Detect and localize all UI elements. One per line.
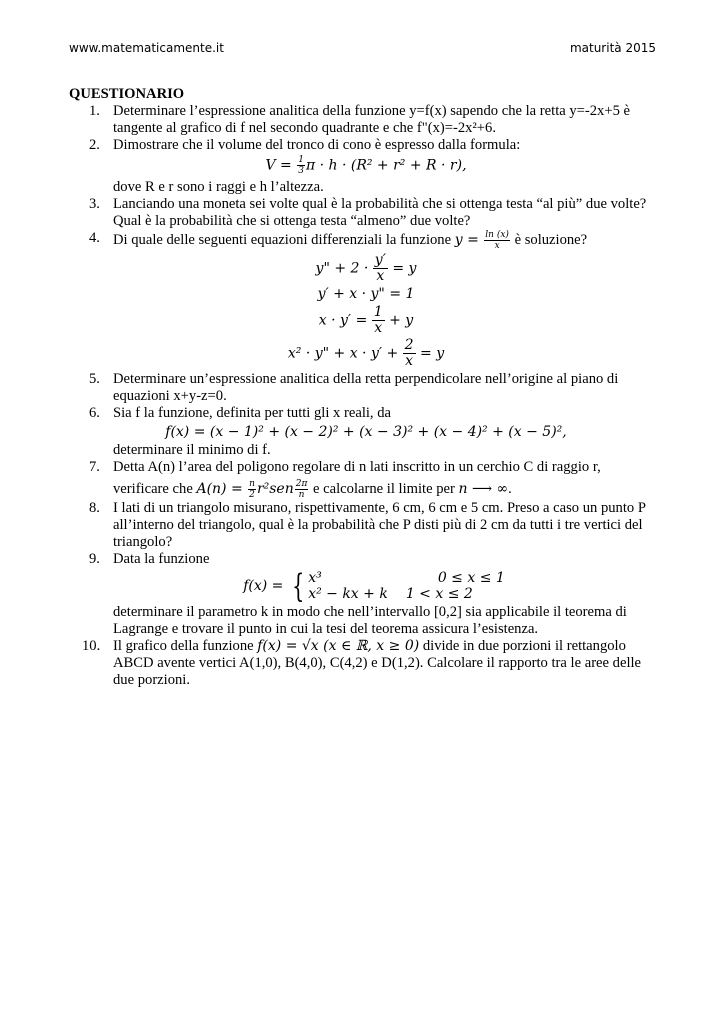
question-number: 7. xyxy=(89,459,100,475)
question-text: Determinare un’espressione analitica della retta perpendicolare nell’origine al piano di equazioni x+y-z=0. xyxy=(113,371,619,404)
questionnaire xyxy=(69,86,659,689)
question-7 xyxy=(69,459,659,500)
question-2 xyxy=(69,137,659,196)
question-number: 9. xyxy=(89,551,100,567)
question-text: Determinare l’espressione analitica della funzione y=f(x) sapendo che la retta y=-2x+5 è tangente al grafico di f nel secondo quadrante e che f"(x)=-2x²+6. xyxy=(113,103,631,136)
sqrt-function: f(x) = √x (x ∈ ℝ, x ≥ 0) xyxy=(257,638,420,654)
section-title: QUESTIONARIO xyxy=(69,86,185,102)
question-note: determinare il minimo di f. xyxy=(113,442,271,458)
question-1 xyxy=(69,103,659,137)
question-note: determinare il parametro k in modo che nell’intervallo [0,2] sia applicabile il teorema di Lagrange e trovare il punto in cui la tesi del teorema assicura l’esistenza. xyxy=(113,604,627,637)
question-10: 10. Il grafico della funzione f(x) = √x (x ∈ ℝ, x ≥ 0) divide in due porzioni il rettangolo ABCD avente vertici A(1,0), B(4,0), C(4,2) e D(1,2). Calcolare il rapporto tra le aree delle due porzioni. xyxy=(82,638,642,688)
question-text: Detta A(n) l’area del poligono regolare di n lati inscritto in un cerchio C di raggio r, xyxy=(113,459,601,475)
question-number: 5. xyxy=(89,371,100,387)
header-exam: maturità 2015 xyxy=(569,41,656,55)
equation-list xyxy=(73,253,659,369)
piecewise-function: f(x) = { x³ 0 ≤ x ≤ 1 x² − kx + k 1 < x ≤ 2 xyxy=(243,566,505,605)
question-text: Sia f la funzione, definita per tutti gli x reali, da xyxy=(113,405,392,421)
equation-1: y" + 2 · $\frac{y'}{x}$ = y xyxy=(315,252,417,284)
question-text: I lati di un triangolo misurano, rispettivamente, 6 cm, 6 cm e 5 cm. Preso a caso un punto P all’interno del triangolo, qual è la probabilità che P disti più di 2 cm da tutti i tre vertici del triangolo? xyxy=(113,500,646,550)
header-website: www.matematicamente.it xyxy=(69,41,224,55)
question-note: dove R e r sono i raggi e h l’altezza. xyxy=(113,179,324,195)
question-text: Data la funzione xyxy=(113,551,210,567)
question-4 xyxy=(69,230,659,369)
question-3 xyxy=(69,196,659,230)
equation-2: y′ + x · y" = 1 xyxy=(317,286,415,302)
question-9 xyxy=(69,551,659,638)
question-number: 10. xyxy=(82,638,101,654)
question-8 xyxy=(69,500,659,551)
question-text: Lanciando una moneta sei volte qual è la probabilità che si ottenga testa “al più” due volte? Qual è la probabilità che si ottenga testa “almeno” due volte? xyxy=(113,196,647,229)
volume-formula: V = $\frac{1}{3}$ π · h · (R² + r² + R · r), xyxy=(265,155,467,176)
equation-3: x · y′ = $\frac{1}{x}$ + y xyxy=(318,304,414,336)
question-number: 3. xyxy=(89,196,100,212)
equation-4: x² · y" + x · y′ + $\frac{2}{x}$ = y xyxy=(287,337,445,369)
question-number: 8. xyxy=(89,500,100,516)
question-6 xyxy=(69,405,659,459)
question-text: Di quale delle seguenti equazioni differenziali la funzione y = $\frac{\ln (x)}{x}$ è soluzione? xyxy=(113,230,588,251)
question-5 xyxy=(69,371,659,405)
function-formula: f(x) = (x − 1)² + (x − 2)² + (x − 3)² + (x − 4)² + (x − 5)², xyxy=(165,424,567,440)
question-number: 2. xyxy=(89,137,100,153)
question-number: 4. xyxy=(89,230,100,246)
question-number: 1. xyxy=(89,103,100,119)
question-number: 6. xyxy=(89,405,100,421)
question-text-line2: verificare che A(n) = $\frac{n}{2}$ r²sen $\frac{2\pi}{n}$ e calcolarne il limite per n ⟶ ∞. xyxy=(113,479,512,500)
question-text: Dimostrare che il volume del tronco di cono è espresso dalla formula: xyxy=(113,137,521,153)
